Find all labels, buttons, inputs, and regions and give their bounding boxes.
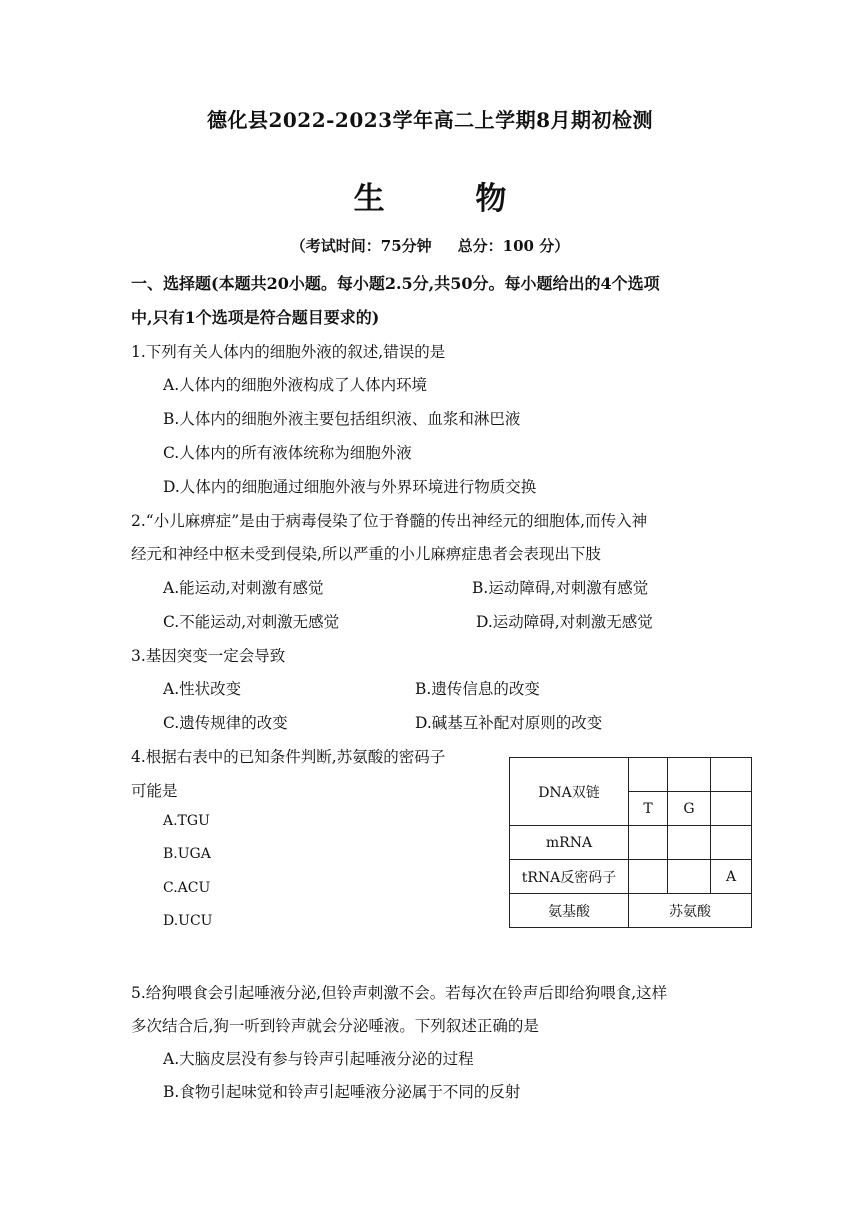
q1-option-c: C.人体内的所有液体统称为细胞外液	[163, 444, 412, 462]
section-heading-line1: 一、选择题(本题共20小题。每小题2.5分,共50分。每小题给出的4个选项	[131, 274, 660, 293]
q5-option-b: B.食物引起味觉和铃声引起唾液分泌属于不同的反射	[163, 1083, 521, 1101]
q1-option-a: A.人体内的细胞外液构成了人体内环境	[163, 376, 428, 394]
table-row-mrna	[510, 826, 752, 860]
exam-time: （考试时间：75分钟	[290, 237, 432, 255]
dna-t-cell: T	[629, 792, 668, 826]
table-cell	[711, 792, 752, 826]
q3-option-d: D.碱基互补配对原则的改变	[415, 714, 603, 732]
table-cell	[711, 758, 752, 792]
q4-option-d: D.UCU	[163, 913, 213, 929]
q4-option-c: C.ACU	[163, 880, 211, 896]
table-cell	[629, 758, 668, 792]
subject-title: 生 物	[353, 181, 547, 217]
mrna-label: mRNA	[510, 826, 629, 860]
q4-option-b: B.UGA	[163, 846, 211, 862]
table-row-amino-acid	[510, 894, 752, 928]
q5-stem-line1: 5.给狗喂食会引起唾液分泌,但铃声刺激不会。若每次在铃声后即给狗喂食,这样	[131, 984, 668, 1002]
q2-option-a: A.能运动,对刺激有感觉	[163, 579, 324, 597]
q3-option-a: A.性状改变	[163, 680, 242, 698]
q1-option-d: D.人体内的细胞通过细胞外液与外界环境进行物质交换	[163, 478, 537, 496]
table-cell	[668, 826, 711, 860]
amino-acid-value: 苏氨酸	[629, 894, 752, 928]
section-heading-line2: 中,只有1个选项是符合题目要求的)	[131, 308, 380, 327]
amino-acid-label: 氨基酸	[510, 894, 629, 928]
trna-a-cell: A	[711, 860, 752, 894]
table-row-trna	[510, 860, 752, 894]
table-cell	[629, 826, 668, 860]
codon-table	[509, 757, 752, 928]
table-cell	[711, 826, 752, 860]
q3-option-c: C.遗传规律的改变	[163, 714, 288, 732]
q2-stem-line1: 2.“小儿麻痹症”是由于病毒侵染了位于脊髓的传出神经元的细胞体,而传入神	[131, 512, 648, 530]
dna-label: DNA双链	[510, 758, 629, 826]
exam-info	[0, 235, 860, 256]
q3-stem: 3.基因突变一定会导致	[131, 647, 286, 665]
q4-stem-line2: 可能是	[131, 782, 178, 800]
q4-stem-line1: 4.根据右表中的已知条件判断,苏氨酸的密码子	[131, 748, 446, 766]
table-cell	[668, 758, 711, 792]
table-cell	[629, 860, 668, 894]
total-score: 总分：100 分）	[457, 237, 570, 255]
table-cell	[668, 860, 711, 894]
q2-option-c: C.不能运动,对刺激无感觉	[163, 613, 340, 631]
q1-option-b: B.人体内的细胞外液主要包括组织液、血浆和淋巴液	[163, 410, 521, 428]
q4-option-a: A.TGU	[163, 813, 210, 829]
q5-stem-line2: 多次结合后,狗一听到铃声就会分泌唾液。下列叙述正确的是	[131, 1017, 539, 1035]
q2-option-b: B.运动障碍,对刺激有感觉	[472, 579, 649, 597]
dna-g-cell: G	[668, 792, 711, 826]
table-row-dna-1	[510, 758, 752, 792]
q2-stem-line2: 经元和神经中枢未受到侵染,所以严重的小儿麻痹症患者会表现出下肢	[131, 545, 601, 563]
q1-stem: 1.下列有关人体内的细胞外液的叙述,错误的是	[131, 343, 446, 361]
q2-option-d: D.运动障碍,对刺激无感觉	[476, 613, 653, 631]
q5-option-a: A.大脑皮层没有参与铃声引起唾液分泌的过程	[163, 1050, 474, 1068]
q3-option-b: B.遗传信息的改变	[415, 680, 540, 698]
exam-title: 德化县2022-2023学年高二上学期8月期初检测	[206, 108, 654, 132]
trna-label: tRNA反密码子	[510, 860, 629, 894]
